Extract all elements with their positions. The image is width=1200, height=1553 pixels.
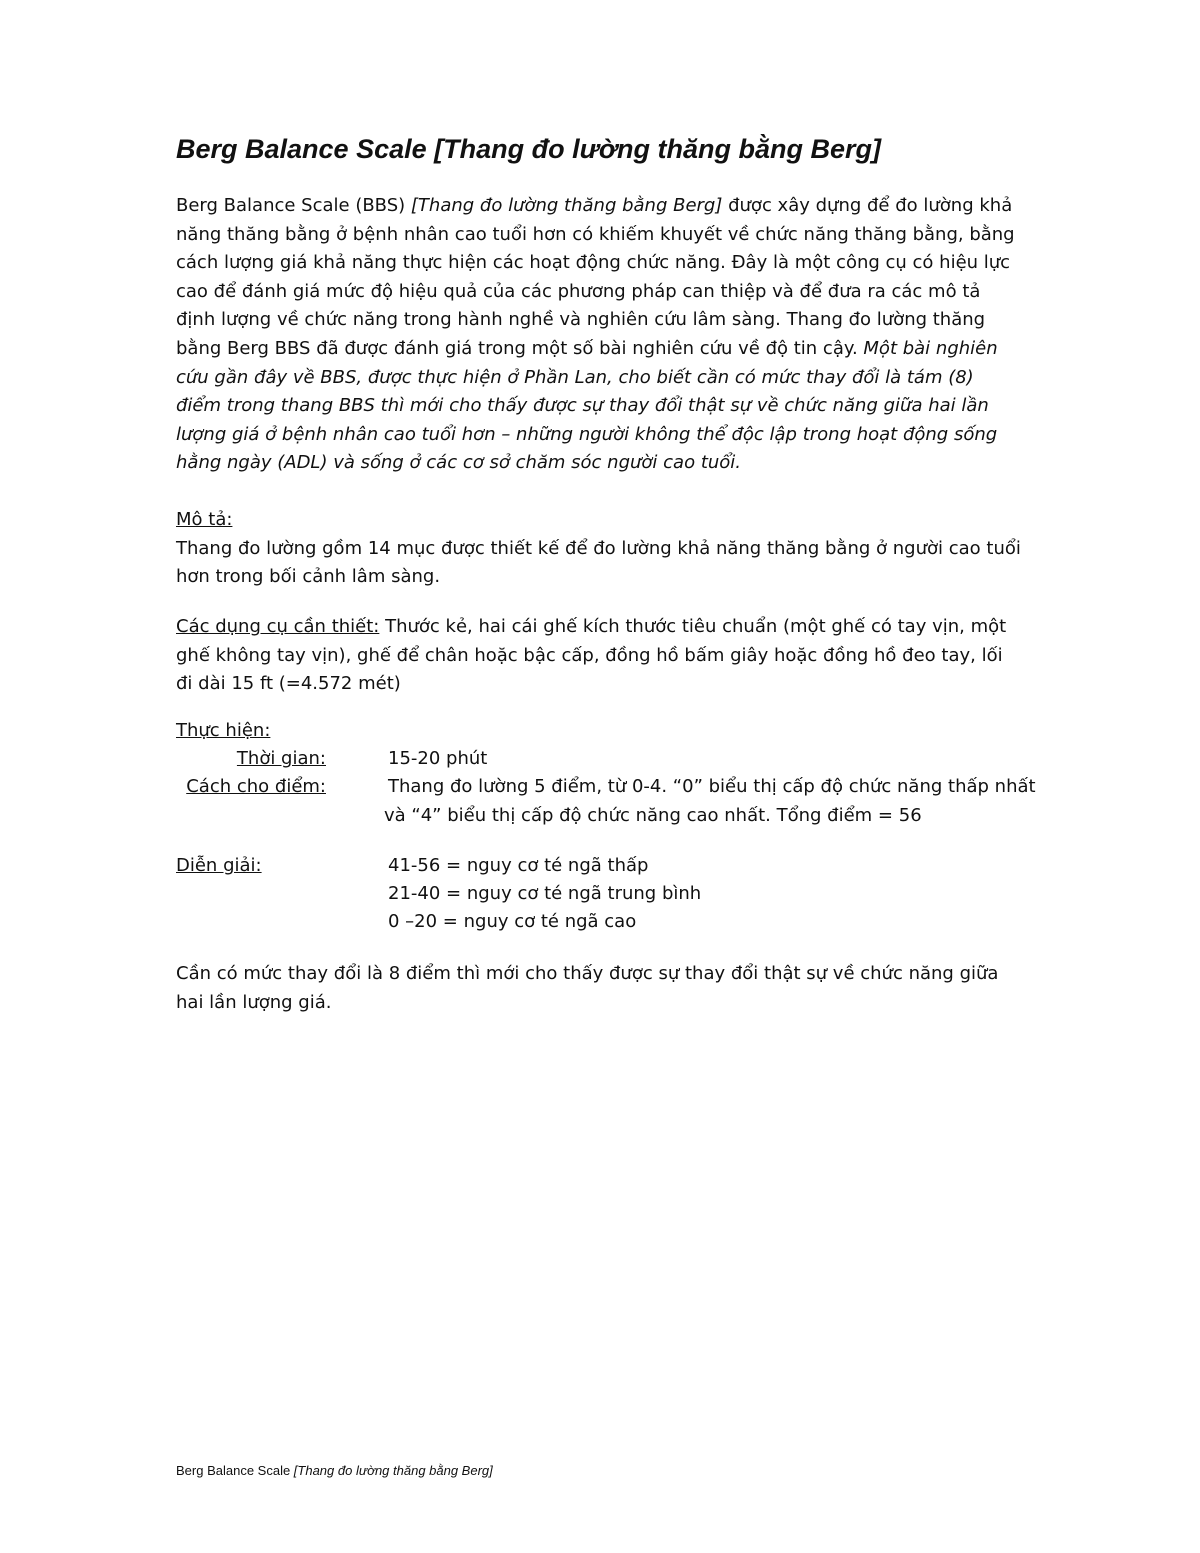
description-section <box>176 506 1024 592</box>
time-value: 15-20 phút <box>388 748 488 769</box>
equipment-section <box>176 613 1024 699</box>
intro-italic-body: Một bài nghiên cứu gần đây về BBS, được thực hiện ở Phần Lan, cho biết cần có mức thay đổi là tám (8) điểm trong thang BBS thì mới cho thấy được sự thay đổi thật sự về chức năng giữa hai lần lượng giá ở bệnh nhân cao tuổi hơn – những người không thể độc lập trong hoạt động sống hằng ngày (ADL) và sống ở các cơ sở chăm sóc người cao tuổi. <box>176 337 998 474</box>
scoring-label: Cách cho điểm: <box>186 776 326 797</box>
intro-paragraph <box>176 192 1024 478</box>
footer-italic: [Thang đo lường thăng bằng Berg] <box>293 1463 493 1478</box>
description-text: Thang đo lường gồm 14 mục được thiết kế để đo lường khả năng thăng bằng ở người cao tuổi hơn trong bối cảnh lâm sàng. <box>176 537 1021 588</box>
equipment-heading: Các dụng cụ cần thiết: <box>176 616 380 637</box>
conclusion-paragraph: Cần có mức thay đổi là 8 điểm thì mới cho thấy được sự thay đổi thật sự về chức năng giữa hai lần lượng giá. <box>176 963 999 1013</box>
interpretation-item: 0 –20 = nguy cơ té ngã cao <box>388 911 637 932</box>
interpretation-heading: Diễn giải: <box>176 855 262 876</box>
page-footer <box>176 1463 493 1478</box>
equipment-text: Thước kẻ, hai cái ghế kích thước tiêu chuẩn (một ghế có tay vịn, một ghế không tay vịn), ghế để chân hoặc bậc cấp, đồng hồ bấm giây hoặc đồng hồ đeo tay, lối đi dài 15 ft (=4.572 mét) <box>176 616 1007 695</box>
page-title: Berg Balance Scale [Thang đo lường thăng bằng Berg] <box>176 134 881 164</box>
intro-lead: Berg Balance Scale (BBS) <box>176 195 411 216</box>
description-heading: Mô tả: <box>176 509 233 530</box>
administration-heading: Thực hiện: <box>176 720 271 741</box>
scoring-line-2: và “4” biểu thị cấp độ chức năng cao nhất. Tổng điểm = 56 <box>384 805 922 826</box>
intro-lead-italic: [Thang đo lường thăng bằng Berg] <box>410 195 723 216</box>
interpretation-item: 41-56 = nguy cơ té ngã thấp <box>388 855 649 876</box>
time-label: Thời gian: <box>236 748 326 769</box>
scoring-line-1: Thang đo lường 5 điểm, từ 0-4. “0” biểu thị cấp độ chức năng thấp nhất <box>388 776 1036 797</box>
interpretation-item: 21-40 = nguy cơ té ngã trung bình <box>388 883 702 904</box>
footer-lead: Berg Balance Scale <box>176 1463 294 1478</box>
intro-body: được xây dựng để đo lường khả năng thăng bằng ở bệnh nhân cao tuổi hơn có khiếm khuyết về chức năng thăng bằng, bằng cách lượng giá khả năng thực hiện các hoạt động chức năng. Đây là một công cụ có hiệu lực cao để đánh giá mức độ hiệu quả của các phương pháp can thiệp và để đưa ra các mô tả định lượng về chức năng trong hành nghề và nghiên cứu lâm sàng. Thang đo lường thăng bằng Berg BBS đã được đánh giá trong một số bài nghiên cứu về độ tin cậy. <box>176 195 1015 359</box>
